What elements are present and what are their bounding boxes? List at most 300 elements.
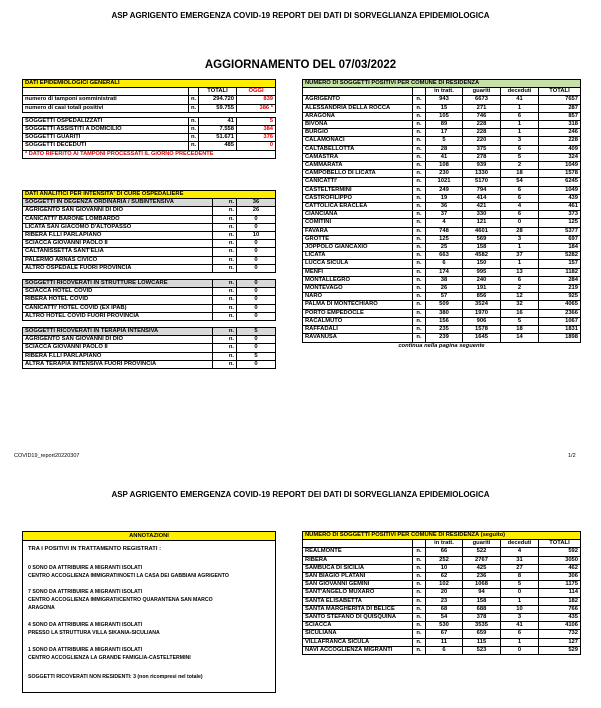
comune-in-tratt: 66 [426,548,463,556]
comune-deceduti: 31 [501,556,539,564]
comune-n: n. [413,170,426,178]
comune-guariti: 4582 [463,252,501,260]
comune-totali: 284 [539,276,581,284]
comune-in-tratt: 174 [426,268,463,276]
comune-row [303,194,581,202]
hosp-row [23,312,276,320]
comune-totali: 5377 [539,227,581,235]
ann-line: PRESSO LA STRUTTURA VILLA SIKANIA-SICULIANA [28,630,160,636]
comune-row [303,112,581,120]
hosp-row-value: 5 [237,328,276,336]
comune-totali: 219 [539,285,581,293]
hosp-row-label: PALERMO ARNAS CIVICO [23,256,213,264]
hosp-row [23,360,276,368]
comune-row [303,564,581,572]
comune-guariti: 414 [463,194,501,202]
comune-n: n. [413,129,426,137]
comune-name: SANT'ANGELO MUXARO [303,589,413,597]
comune-totali: 435 [539,614,581,622]
comune-row [303,178,581,186]
epi-heading: DATI EPIDEMIOLOGICI GENERALI [23,80,276,88]
hosp-row-n: n. [213,223,237,231]
comune-in-tratt: 15 [426,104,463,112]
comune-totali: 228 [539,137,581,145]
comune-n: n. [413,556,426,564]
comune-in-tratt: 36 [426,203,463,211]
comune-in-tratt: 10 [426,564,463,572]
comune-in-tratt: 108 [426,162,463,170]
hosp-row-label: SOGGETTI IN DEGENZA ORDINARIA / SUBINTENSIVA [23,199,213,207]
hosp-row [23,248,276,256]
comune-deceduti: 6 [501,211,539,219]
hosp-row [23,288,276,296]
comune-in-tratt: 57 [426,293,463,301]
comune-row [303,581,581,589]
hosp-row [23,207,276,215]
comune-deceduti: 18 [501,170,539,178]
comune-name: RIBERA [303,556,413,564]
hosp-row-label: RIBERA F.LLI PARLAPIANO [23,352,213,360]
hosp-row-label: ALTRO OSPEDALE FUORI PROVINCIA [23,264,213,272]
hosp-row-label: SCIACCA GIOVANNI PAOLO II [23,344,213,352]
hosp-row-value: 0 [237,280,276,288]
comune-name: CATTOLICA ERACLEA [303,203,413,211]
comune-in-tratt: 89 [426,121,463,129]
comune-n: n. [413,137,426,145]
comune-name: SCIACCA [303,622,413,630]
hosp-table [22,190,276,369]
comune-n: n. [413,581,426,589]
continua-note: continua nella pagina seguente [398,342,485,349]
comune-row [303,96,581,104]
comune-totali: 287 [539,104,581,112]
ann-line: SOGGETTI RICOVERATI NON RESIDENTI: 3 (non ricompresi nel totale) [28,674,203,680]
hosp-row-n: n. [213,280,237,288]
comune-totali: 3050 [539,556,581,564]
comune-in-tratt: 67 [426,630,463,638]
col-deceduti: deceduti [501,540,539,548]
comune-name: RAVANUSA [303,334,413,342]
comune-guariti: 228 [463,121,501,129]
comune-in-tratt: 37 [426,211,463,219]
comune-guariti: 1645 [463,334,501,342]
comune-row [303,153,581,161]
comune-guariti: 569 [463,235,501,243]
comune-name: RAFFADALI [303,326,413,334]
col-totali: TOTALI [539,88,581,96]
comune-guariti: 995 [463,268,501,276]
comune-totali: 306 [539,573,581,581]
hosp-row [23,344,276,352]
epi-row-oggi: 386 * [237,104,276,112]
comune-name: CAMMARATA [303,162,413,170]
comune-totali: 373 [539,211,581,219]
comune-n: n. [413,178,426,186]
comune-guariti: 158 [463,244,501,252]
comune-name: SAN BIAGIO PLATANI [303,573,413,581]
comune-n: n. [413,589,426,597]
comune-in-tratt: 20 [426,589,463,597]
hosp-row-label: CALTANISSETTA SANT'ELIA [23,248,213,256]
comune-in-tratt: 26 [426,285,463,293]
comune-totali: 439 [539,194,581,202]
comune-deceduti: 6 [501,630,539,638]
comune-deceduti: 37 [501,252,539,260]
comune-row [303,309,581,317]
comune-name: LUCCA SICULA [303,260,413,268]
hosp-row-n: n. [213,344,237,352]
comune-name: CASTROFILIPPO [303,194,413,202]
comune-deceduti: 27 [501,564,539,572]
hosp-row-value: 0 [237,304,276,312]
ann-line: 1 SONO DA ATTRIBUIRE A MIGRANTI ISOLATI [28,647,143,653]
comune-row [303,605,581,613]
comune-name: CAMASTRA [303,153,413,161]
comune-deceduti: 8 [501,573,539,581]
comune-name: SAN GIOVANNI GEMINI [303,581,413,589]
comune-row [303,219,581,227]
comune-totali: 1067 [539,317,581,325]
hosp-row [23,296,276,304]
comune-n: n. [413,605,426,613]
comune-in-tratt: 663 [426,252,463,260]
comune-deceduti: 1 [501,104,539,112]
comune-guariti: 3535 [463,622,501,630]
hosp-row-n: n. [213,232,237,240]
comune-guariti: 378 [463,614,501,622]
comune-deceduti: 6 [501,276,539,284]
comune-n: n. [413,252,426,260]
hosp-row-n: n. [213,240,237,248]
comune-n: n. [413,186,426,194]
comune-n: n. [413,334,426,342]
epi-row-label: numero di casi totali positivi [23,104,189,112]
hosp-row-label: AGRIGENTO SAN GIOVANNI DI DIO [23,336,213,344]
comune-deceduti: 2 [501,162,539,170]
comune-guariti: 115 [463,638,501,646]
comune-deceduti: 41 [501,96,539,104]
comune-guariti: 906 [463,317,501,325]
comune-n: n. [413,268,426,276]
comune-n: n. [413,564,426,572]
comune-in-tratt: 380 [426,309,463,317]
epi-col-oggi: OGGI [237,88,276,96]
hosp-row-n: n. [213,304,237,312]
comune-in-tratt: 748 [426,227,463,235]
comune-guariti: 278 [463,153,501,161]
comune-name: PORTO EMPEDOCLE [303,309,413,317]
hosp-row-label: CANICATTI' BARONE LOMBARDO [23,215,213,223]
comune-totali: 732 [539,630,581,638]
epi-row-n: n. [189,117,199,125]
epi-col-totali: TOTALI [199,88,237,96]
comune-row [303,301,581,309]
comune-row [303,276,581,284]
report-header-page2: ASP AGRIGENTO EMERGENZA COVID-19 REPORT DEI DATI DI SORVEGLIANZA EPIDEMIOLOGICA [111,490,490,499]
comune-guariti: 236 [463,573,501,581]
comune-guariti: 121 [463,219,501,227]
comune-name: MONTALLEGRO [303,276,413,284]
comune-name: CASTELTERMINI [303,186,413,194]
hosp-group-total-row [23,199,276,207]
epi-row-n: n. [189,96,199,104]
comune-name: SANTO STEFANO DI QUISQUINA [303,614,413,622]
epi-row-n: n. [189,104,199,112]
comune-totali: 318 [539,121,581,129]
comune-name: ARAGONA [303,112,413,120]
comune-n: n. [413,260,426,268]
comune-n: n. [413,548,426,556]
comune-totali: 6245 [539,178,581,186]
epi-row [23,117,276,125]
comune-n: n. [413,219,426,227]
comune-n: n. [413,96,426,104]
comune-totali: 246 [539,129,581,137]
comune-totali: 184 [539,244,581,252]
comune-row [303,614,581,622]
epi-row-totale: 294.720 [199,96,237,104]
epi-row-totale: 7.558 [199,126,237,134]
hosp-row-value: 0 [237,240,276,248]
comune-in-tratt: 509 [426,301,463,309]
comune-name: LICATA [303,252,413,260]
ann-line: CENTRO ACCOGLIENZA LA GRANDE FAMIGLIA-CASTELTERMINI [28,655,191,661]
hosp-row-n: n. [213,256,237,264]
comune-n: n. [413,646,426,654]
comune-guariti: 240 [463,276,501,284]
hosp-row [23,264,276,272]
hosp-row-n: n. [213,360,237,368]
comune-n: n. [413,227,426,235]
comune-in-tratt: 230 [426,170,463,178]
comune-name: MONTEVAGO [303,285,413,293]
comune-n: n. [413,614,426,622]
comune-n: n. [413,162,426,170]
comune-totali: 1831 [539,326,581,334]
ann-line: 7 SONO DA ATTRIBUIRE A MIGRANTI ISOLATI [28,589,143,595]
ann-line-intro: TRA I POSITIVI IN TRATTAMENTO REGISTRATI : [28,546,162,552]
comune-deceduti: 0 [501,589,539,597]
comune-name: BIVONA [303,121,413,129]
comune-deceduti: 28 [501,227,539,235]
comune-in-tratt: 530 [426,622,463,630]
comune-guariti: 330 [463,211,501,219]
comune-in-tratt: 19 [426,194,463,202]
epi-row [23,126,276,134]
comune-totali: 182 [539,597,581,605]
epi-row-totale: 59.755 [199,104,237,112]
comune-guariti: 6673 [463,96,501,104]
hosp-row [23,304,276,312]
comune-guariti: 158 [463,597,501,605]
epi-row-oggi: 0 [237,142,276,150]
comune-in-tratt: 6 [426,260,463,268]
comune-n: n. [413,622,426,630]
comune-n: n. [413,194,426,202]
comune-n: n. [413,244,426,252]
comune-in-tratt: 6 [426,646,463,654]
col-totali: TOTALI [539,540,581,548]
footer-page: 1/2 [568,453,576,459]
comune-deceduti: 14 [501,334,539,342]
comune-totali: 857 [539,112,581,120]
comune-n: n. [413,630,426,638]
comune-guariti: 3524 [463,301,501,309]
comune-totali: 324 [539,153,581,161]
comune-guariti: 271 [463,104,501,112]
comune-row [303,244,581,252]
ann-line: 0 SONO DA ATTRIBUIRE A MIGRANTI ISOLATI [28,565,143,571]
hosp-row-label: SCIACCA GIOVANNI PAOLO II [23,240,213,248]
comune-in-tratt: 249 [426,186,463,194]
comune-row [303,260,581,268]
comune-in-tratt: 23 [426,597,463,605]
hosp-row-label: SOGGETTI RICOVERATI IN STRUTTURE LOWCARE [23,280,213,288]
comune-deceduti: 1 [501,244,539,252]
comune-name: CALAMONACI [303,137,413,145]
hosp-row-value: 5 [237,352,276,360]
comune-in-tratt: 252 [426,556,463,564]
comune-in-tratt: 102 [426,581,463,589]
comune-deceduti: 41 [501,622,539,630]
comune-totali: 4065 [539,301,581,309]
comune-totali: 766 [539,605,581,613]
hosp-row [23,240,276,248]
epi-row-oggi: 5 [237,117,276,125]
comune-totali: 114 [539,589,581,597]
hosp-row-value: 0 [237,264,276,272]
comune-row [303,293,581,301]
comune-totali: 1049 [539,162,581,170]
col-in-tratt: in tratt. [426,88,463,96]
epi-row-label: SOGGETTI ASSISTITI A DOMICILIO [23,126,189,134]
hosp-row-value: 0 [237,215,276,223]
comune-row [303,145,581,153]
epi-row-oggi: 839 [237,96,276,104]
report-header: ASP AGRIGENTO EMERGENZA COVID-19 REPORT DEI DATI DI SORVEGLIANZA EPIDEMIOLOGICA [111,11,490,20]
comune-name: ALESSANDRIA DELLA ROCCA [303,104,413,112]
hosp-row [23,232,276,240]
comune-totali: 1898 [539,334,581,342]
hosp-row-n: n. [213,312,237,320]
comune-totali: 2366 [539,309,581,317]
comune-name: VILLAFRANCA SICULA [303,638,413,646]
epi-row [23,134,276,142]
comune-deceduti: 16 [501,309,539,317]
hosp-row [23,223,276,231]
comune-row [303,129,581,137]
comune-guariti: 425 [463,564,501,572]
hosp-row [23,352,276,360]
comune-in-tratt: 125 [426,235,463,243]
comune-totali: 592 [539,548,581,556]
comune-guariti: 2767 [463,556,501,564]
comune-deceduti: 6 [501,112,539,120]
comune-guariti: 688 [463,605,501,613]
comune-n: n. [413,153,426,161]
hosp-row-n: n. [213,288,237,296]
hosp-row-n: n. [213,215,237,223]
comune-n: n. [413,326,426,334]
comune-row [303,137,581,145]
comune-name: FAVARA [303,227,413,235]
hosp-row-label: SOGGETTI RICOVERATI IN TERAPIA INTENSIVA [23,328,213,336]
hosp-row-label: CANICATTI' HOTEL COVID (EX IPAB) [23,304,213,312]
hosp-row-value: 0 [237,296,276,304]
comune-n: n. [413,112,426,120]
epi-row [23,104,276,112]
epi-row-n: n. [189,134,199,142]
comune-row [303,573,581,581]
comuni-seguito-heading: NUMERO DI SOGGETTI POSITIVI PER COMUNE DI RESIDENZA (seguito) [303,532,581,540]
comune-deceduti: 6 [501,186,539,194]
comune-totali: 157 [539,260,581,268]
comune-n: n. [413,573,426,581]
comune-row [303,285,581,293]
hosp-row-n: n. [213,336,237,344]
footer-filename: COVID19_report20220307 [14,453,80,459]
comune-n: n. [413,285,426,293]
comune-totali: 7657 [539,96,581,104]
comune-guariti: 794 [463,186,501,194]
comune-deceduti: 12 [501,293,539,301]
comune-in-tratt: 11 [426,638,463,646]
comune-deceduti: 1 [501,129,539,137]
comune-n: n. [413,235,426,243]
comune-deceduti: 5 [501,581,539,589]
comune-deceduti: 4 [501,203,539,211]
comune-deceduti: 6 [501,194,539,202]
comune-guariti: 5170 [463,178,501,186]
comune-totali: 1175 [539,581,581,589]
comune-n: n. [413,597,426,605]
hosp-row [23,256,276,264]
comune-name: SANTA ELISABETTA [303,597,413,605]
comune-row [303,268,581,276]
comune-name: SICULIANA [303,630,413,638]
hosp-group-total-row [23,328,276,336]
comune-in-tratt: 28 [426,145,463,153]
comune-in-tratt: 239 [426,334,463,342]
comune-name: SANTA MARGHERITA DI BELICE [303,605,413,613]
ann-line: CENTRO ACCOGLIENZA IMMIGRATI/CENTRO QUARANTENA SAN MARCO [28,597,213,603]
comune-totali: 1182 [539,268,581,276]
comune-deceduti: 3 [501,137,539,145]
col-deceduti: deceduti [501,88,539,96]
comune-row [303,646,581,654]
comune-guariti: 228 [463,129,501,137]
comune-n: n. [413,121,426,129]
comune-guariti: 150 [463,260,501,268]
comune-deceduti: 5 [501,317,539,325]
comune-deceduti: 6 [501,145,539,153]
comune-n: n. [413,317,426,325]
hosp-row-value: 0 [237,360,276,368]
hosp-row-value: 0 [237,344,276,352]
comune-deceduti: 1 [501,121,539,129]
hosp-row [23,215,276,223]
comune-row [303,638,581,646]
comune-in-tratt: 68 [426,605,463,613]
comune-n: n. [413,104,426,112]
ann-line: 4 SONO DA ATTRIBUIRE A MIGRANTI ISOLATI [28,622,143,628]
comune-row [303,227,581,235]
comune-totali: 462 [539,564,581,572]
epi-row-label: SOGGETTI DECEDUTI [23,142,189,150]
ann-line: CENTRO ACCOGLIENZA IMMIGRATI/NOETI LA CASA DEI GABBIANI AGRIGENTO [28,573,229,579]
comune-name: GROTTE [303,235,413,243]
hosp-row-n: n. [213,328,237,336]
